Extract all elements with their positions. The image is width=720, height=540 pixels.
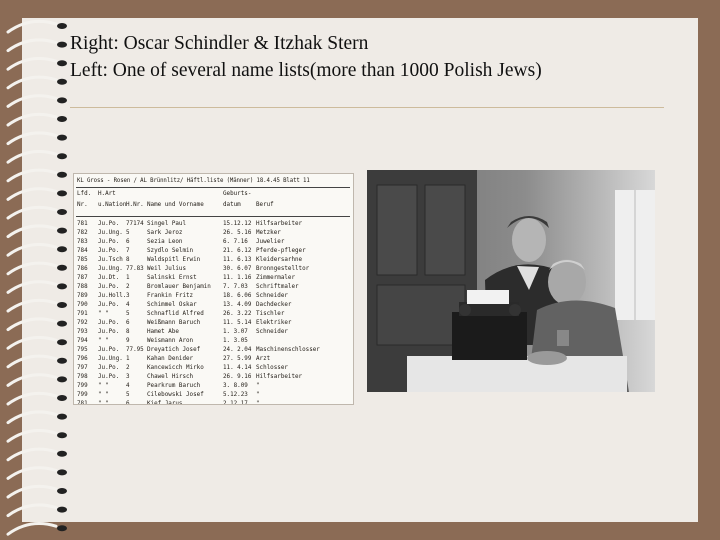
prisoner-number: 8 [126,257,130,263]
list-row [74,328,353,337]
binding-hole [57,525,67,531]
birth-date: 11. 1.16 [223,275,252,281]
binding-hole [57,283,67,289]
birth-date: 6. 7.16 [223,239,248,245]
list-row [74,256,353,265]
person-name: Chawel Hirsch [147,374,194,380]
list-row [74,220,353,229]
row-number: 781 [77,221,88,227]
birth-date: 26. 9.16 [223,374,252,380]
birth-date: 15.12.12 [223,221,252,227]
list-row [74,373,353,382]
birth-date: 24. 2.04 [223,347,252,353]
binding-ring [8,263,56,274]
profession: Elektriker [256,320,292,326]
profession: Pferde-pfleger [256,248,306,254]
binding-ring [8,170,56,181]
person-name: Weismann Aron [147,338,194,344]
binding-ring [8,300,56,311]
binding-hole [57,432,67,438]
nationality: Ju.Po. [98,248,120,254]
birth-date: 2.12.17 [223,401,248,405]
nationality: Ju.Po. [98,365,120,371]
binding-ring [8,468,56,479]
profession: " [256,383,260,389]
list-row [74,247,353,256]
binding-ring [8,524,56,535]
list-row [74,355,353,364]
binding-ring [8,226,56,237]
profession: Schneider [256,293,288,299]
binding-ring [8,486,56,497]
row-number: 792 [77,320,88,326]
person-name: Schimmel Oskar [147,302,197,308]
binding-ring [8,189,56,200]
list-row [74,283,353,292]
binding-ring [8,412,56,423]
profession: " [256,392,260,398]
row-number: 799 [77,383,88,389]
header-rule [76,187,350,188]
row-number: 786 [77,266,88,272]
binding-hole [57,228,67,234]
prisoner-number: 2 [126,284,130,290]
prisoner-number: 77174 [126,221,144,227]
list-row [74,292,353,301]
nationality: Ju.Ung. [98,356,123,362]
binding-ring [8,338,56,349]
binding-ring [8,245,56,256]
person-name: Frankin Fritz [147,293,194,299]
person-name: Kancewicch Mirko [147,365,204,371]
binding-ring [8,431,56,442]
binding-ring [8,375,56,386]
prisoner-number: 4 [126,383,130,389]
nationality: Ju.Po. [98,221,120,227]
profession: Kleidersarhne [256,257,303,263]
prisoner-number: 8 [126,329,130,335]
list-row [74,301,353,310]
row-number: 791 [77,311,88,317]
binding-hole [57,488,67,494]
name-list-rows [74,220,353,405]
column-header: u.Nation [98,202,127,208]
binding-ring [8,133,56,144]
profession: Schriftmaler [256,284,299,290]
list-row [74,382,353,391]
column-header: Geburts- [223,191,252,197]
profession: Schlosser [256,365,288,371]
nationality: Ju.Po. [98,320,120,326]
row-number: 788 [77,284,88,290]
nationality: " " [98,311,109,317]
binding-ring [8,152,56,163]
person-name: Szydlo Selmin [147,248,194,254]
nationality: Ju.Tsch [98,257,123,263]
binding-ring [8,319,56,330]
row-number: 787 [77,275,88,281]
row-number: 793 [77,329,88,335]
title-line-2: Left: One of several name lists(more than 1000 Polish Jews) [70,60,542,81]
person-name: Cilebowski Josef [147,392,204,398]
prisoner-number: 2 [126,365,130,371]
list-row [74,310,353,319]
row-number: 795 [77,347,88,353]
nationality: " " [98,392,109,398]
list-row [74,265,353,274]
profession: Tischler [256,311,285,317]
birth-date: 21. 6.12 [223,248,252,254]
binding-hole [57,190,67,196]
nationality: " " [98,383,109,389]
nationality: Ju.Dt. [98,275,120,281]
binding-hole [57,358,67,364]
row-number: 784 [77,248,88,254]
row-number: 789 [77,293,88,299]
slide-title [70,30,542,84]
binding-hole [57,451,67,457]
list-row [74,400,353,405]
row-number: 790 [77,302,88,308]
list-row [74,229,353,238]
birth-date: 7. 7.03 [223,284,248,290]
person-name: Kief Jarus [147,401,183,405]
person-name: Weil Julius [147,266,187,272]
person-name: Hamet Abe [147,329,179,335]
binding-ring [8,40,56,51]
document-header: KL Gross - Rosen / AL Brünnlitz/ Häftl.liste (Männer) 18.4.45 Blatt 11 [77,178,310,184]
prisoner-number: 5 [126,311,130,317]
binding-ring [8,77,56,88]
profession: Arzt [256,356,271,362]
person-name: Dreyatich Josef [147,347,201,353]
binding-hole [57,79,67,85]
binding-ring [8,356,56,367]
list-row [74,238,353,247]
nationality: Ju.Ung. [98,230,123,236]
prisoner-number: 9 [126,338,130,344]
column-header: Nr. [77,202,88,208]
binding-hole [57,135,67,141]
binding-hole [57,414,67,420]
profession: Hilfsarbeiter [256,374,303,380]
person-name: Bromlauer Benjamin [147,284,211,290]
binding-ring [8,114,56,125]
list-row [74,319,353,328]
birth-date: 11. 6.13 [223,257,252,263]
prisoner-number: 3 [126,293,130,299]
binding-ring [8,449,56,460]
prisoner-number: 3 [126,374,130,380]
prisoner-number: 5 [126,392,130,398]
profession: Juwelier [256,239,285,245]
birth-date: 30. 6.07 [223,266,252,272]
birth-date: 26. 3.22 [223,311,252,317]
row-number: 799 [77,392,88,398]
list-row [74,391,353,400]
list-row [74,274,353,283]
title-divider [70,107,664,108]
prisoner-number: 7 [126,248,130,254]
person-name: Weißmann Baruch [147,320,201,326]
title-line-1: Right: Oscar Schindler & Itzhak Stern [70,33,369,54]
profession: Zimmermaler [256,275,296,281]
prisoner-number: 5 [126,230,130,236]
binding-ring [8,96,56,107]
birth-date: 5.12.23 [223,392,248,398]
nationality: Ju.Po. [98,329,120,335]
prisoner-number: 77.95 [126,347,144,353]
row-number: 782 [77,230,88,236]
birth-date: 11. 5.14 [223,320,252,326]
binding-hole [57,507,67,513]
column-header: Lfd. [77,191,92,197]
binding-ring [8,282,56,293]
person-name: Salinski Ernst [147,275,197,281]
birth-date: 3. 8.09 [223,383,248,389]
birth-date: 13. 4.09 [223,302,252,308]
row-number: 783 [77,239,88,245]
profession: Bronngestelltor [256,266,310,272]
person-name: Singel Paul [147,221,187,227]
binding-ring [8,505,56,516]
name-list-document [73,173,354,405]
binding-hole [57,469,67,475]
birth-date: 11. 4.14 [223,365,252,371]
binding-hole [57,302,67,308]
profession: " [256,401,260,405]
row-number: 796 [77,356,88,362]
binding-ring [8,59,56,70]
person-name: Pearkrum Baruch [147,383,201,389]
binding-hole [57,116,67,122]
nationality: Ju.Holl. [98,293,127,299]
prisoner-number: 77.83 [126,266,144,272]
binding-ring [8,21,56,32]
birth-date: 27. 5.99 [223,356,252,362]
nationality: " " [98,401,109,405]
column-rule [76,216,350,217]
birth-date: 1. 3.05 [223,338,248,344]
binding-hole [57,321,67,327]
list-row [74,337,353,346]
column-header: H.Nr. [126,202,144,208]
nationality: Ju.Po. [98,239,120,245]
binding-hole [57,153,67,159]
binding-hole [57,209,67,215]
spiral-binding [0,0,80,540]
row-number: 797 [77,365,88,371]
profession: Hilfsarbeiter [256,221,303,227]
binding-hole [57,395,67,401]
birth-date: 26. 5.16 [223,230,252,236]
list-row [74,346,353,355]
birth-date: 18. 6.06 [223,293,252,299]
nationality: Ju.Po. [98,302,120,308]
prisoner-number: 1 [126,275,130,281]
binding-ring [8,207,56,218]
nationality: Ju.Po. [98,374,120,380]
row-number: 794 [77,338,88,344]
nationality: Ju.Ung. [98,266,123,272]
profession: Metzker [256,230,281,236]
binding-hole [57,97,67,103]
binding-hole [57,42,67,48]
person-name: Schnaflid Alfred [147,311,204,317]
prisoner-number: 4 [126,302,130,308]
prisoner-number: 1 [126,356,130,362]
profession: Dachdecker [256,302,292,308]
binding-hole [57,60,67,66]
prisoner-number: 6 [126,239,130,245]
nationality: Ju.Po. [98,347,120,353]
column-header: datum [223,202,241,208]
profession: Maschinenschlosser [256,347,320,353]
person-name: Waldspitl Erwin [147,257,201,263]
prisoner-number: 6 [126,320,130,326]
column-header: Name und Vorname [147,202,204,208]
binding-ring [8,393,56,404]
person-name: Sezia Leon [147,239,183,245]
binding-hole [57,172,67,178]
schindler-stern-photo [367,170,655,392]
row-number: 798 [77,374,88,380]
nationality: Ju.Po. [98,284,120,290]
person-name: Kahan Denider [147,356,194,362]
binding-hole [57,376,67,382]
binding-hole [57,339,67,345]
binding-hole [57,23,67,29]
list-row [74,364,353,373]
profession: Schneider [256,329,288,335]
column-header: Beruf [256,202,274,208]
prisoner-number: 6 [126,401,130,405]
birth-date: 1. 3.07 [223,329,248,335]
binding-hole [57,246,67,252]
binding-hole [57,265,67,271]
row-number: 781 [77,401,88,405]
person-name: Sark Jeroz [147,230,183,236]
row-number: 785 [77,257,88,263]
column-header: H.Art [98,191,116,197]
nationality: " " [98,338,109,344]
